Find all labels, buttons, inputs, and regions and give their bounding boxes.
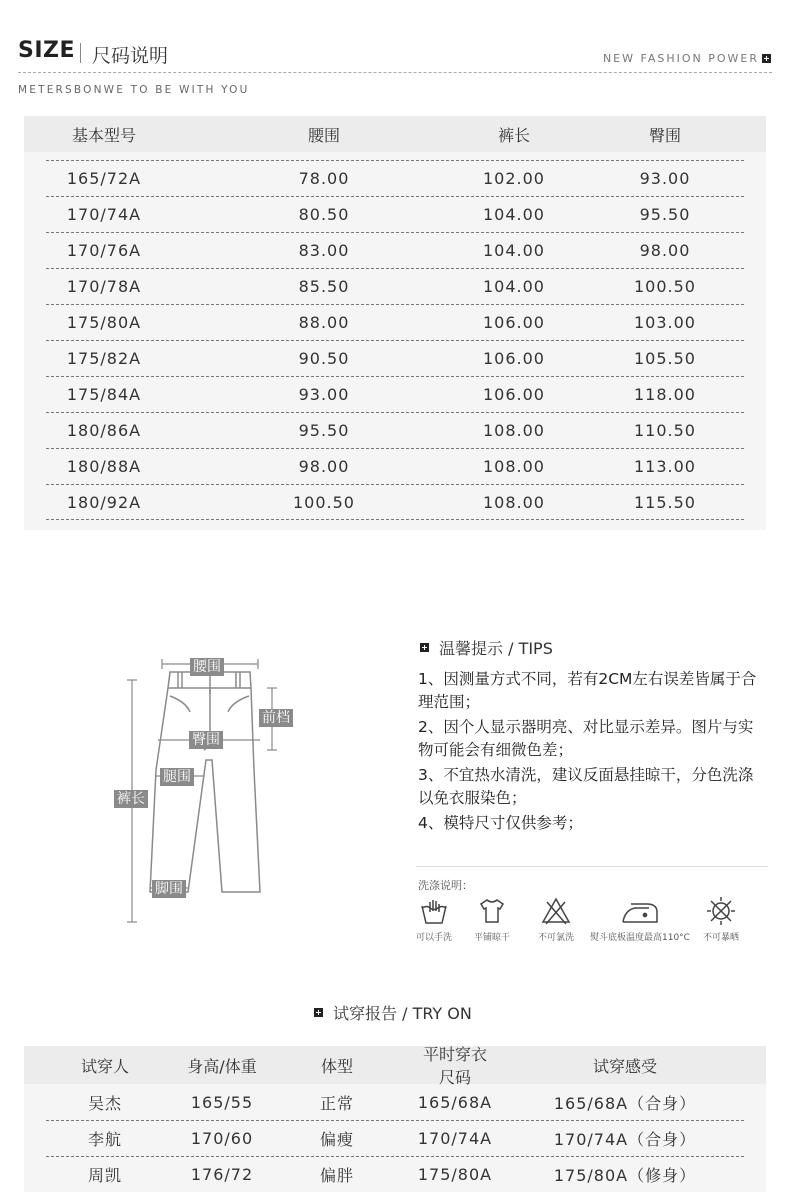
washing-icons bbox=[414, 896, 769, 950]
hand-wash-icon bbox=[419, 896, 449, 926]
label-thigh: 腿围 bbox=[160, 768, 194, 786]
cell-hip: 105.50 bbox=[634, 348, 696, 368]
table-row bbox=[24, 268, 766, 304]
cell-length: 104.00 bbox=[483, 204, 545, 224]
tryon-table-body bbox=[24, 1084, 766, 1192]
cell-length: 106.00 bbox=[483, 312, 545, 332]
cell-length: 102.00 bbox=[483, 168, 545, 188]
cell-length: 108.00 bbox=[483, 420, 545, 440]
cell-length: 104.00 bbox=[483, 276, 545, 296]
cell-model: 180/88A bbox=[66, 456, 142, 476]
tryon-heading-text: 试穿报告 / TRY ON bbox=[333, 1004, 472, 1023]
iron-icon bbox=[619, 896, 661, 926]
table-row bbox=[24, 484, 766, 520]
cell-hip: 118.00 bbox=[634, 384, 696, 404]
col-header-waist: 腰围 bbox=[307, 125, 340, 145]
cell-waist: 93.00 bbox=[298, 384, 350, 404]
wash-label: 熨斗底板温度最高110°C bbox=[590, 933, 690, 943]
size-title: SIZE bbox=[18, 38, 76, 63]
table-row bbox=[24, 376, 766, 412]
wash-item-hand-wash bbox=[416, 896, 452, 943]
tip-item: 1、因测量方式不同，若有2CM左右误差皆属于合理范围； bbox=[418, 670, 757, 711]
wash-item-no-bleach bbox=[538, 896, 574, 943]
col-header-height-weight: 身高/体重 bbox=[187, 1056, 257, 1076]
cell-waist: 100.50 bbox=[293, 492, 355, 512]
label-length: 裤长 bbox=[114, 790, 148, 808]
washing-title: 洗涤说明： bbox=[418, 879, 473, 892]
cell-tester: 李航 bbox=[87, 1129, 122, 1149]
col-header-hip: 臀围 bbox=[648, 125, 681, 145]
cell-hip: 93.00 bbox=[639, 168, 691, 188]
cell-length: 108.00 bbox=[483, 456, 545, 476]
label-front-rise: 前档 bbox=[259, 709, 293, 727]
flat-dry-icon bbox=[477, 896, 507, 926]
cell-model: 175/80A bbox=[66, 312, 142, 332]
cell-hip: 113.00 bbox=[634, 456, 696, 476]
cell-waist: 95.50 bbox=[298, 420, 350, 440]
table-row bbox=[24, 232, 766, 268]
cell-waist: 98.00 bbox=[298, 456, 350, 476]
washing-divider bbox=[416, 866, 768, 867]
cell-waist: 80.50 bbox=[298, 204, 350, 224]
cell-model: 180/86A bbox=[66, 420, 142, 440]
table-row bbox=[24, 1156, 766, 1192]
no-bleach-icon bbox=[541, 896, 571, 926]
tip-item: 4、模特尺寸仅供参考； bbox=[418, 814, 583, 832]
wash-label: 可以手洗 bbox=[416, 933, 453, 943]
table-row bbox=[24, 340, 766, 376]
cell-length: 108.00 bbox=[483, 492, 545, 512]
cell-feeling: 175/80A（修身） bbox=[553, 1165, 697, 1185]
wash-label: 不可暴晒 bbox=[703, 933, 740, 943]
col-header-usual-size: 平时穿衣尺码 bbox=[422, 1045, 487, 1087]
cell-model: 170/74A bbox=[66, 204, 142, 224]
wash-label: 平铺晾干 bbox=[474, 933, 511, 943]
table-row bbox=[24, 304, 766, 340]
header-tagline-text: NEW FASHION POWER bbox=[602, 52, 759, 65]
cell-length: 106.00 bbox=[483, 384, 545, 404]
tryon-table bbox=[24, 1046, 766, 1192]
wash-item-iron bbox=[590, 896, 690, 943]
col-header-body-type: 体型 bbox=[320, 1056, 353, 1076]
wash-item-no-sun-dry bbox=[703, 896, 739, 943]
tips-list bbox=[418, 668, 758, 837]
title-divider bbox=[80, 43, 81, 63]
wash-item-flat-dry bbox=[474, 896, 510, 943]
cell-hip: 115.50 bbox=[634, 492, 696, 512]
plus-square-icon bbox=[314, 1008, 323, 1017]
header-tagline bbox=[603, 52, 771, 65]
cell-hip: 103.00 bbox=[634, 312, 696, 332]
table-row bbox=[24, 196, 766, 232]
size-table-header bbox=[24, 116, 766, 152]
cell-model: 170/76A bbox=[66, 240, 142, 260]
tip-item: 2、因个人显示器明亮、对比显示差异。图片与实物可能会有细微色差； bbox=[418, 718, 754, 759]
table-row bbox=[24, 160, 766, 196]
col-header-feeling: 试穿感受 bbox=[592, 1056, 657, 1076]
cell-usual-size: 170/74A bbox=[417, 1128, 493, 1148]
tryon-heading bbox=[314, 1001, 472, 1024]
cell-usual-size: 165/68A bbox=[417, 1092, 493, 1112]
cell-hip: 100.50 bbox=[634, 276, 696, 296]
cell-model: 170/78A bbox=[66, 276, 142, 296]
pants-measurement-diagram bbox=[110, 650, 410, 940]
table-row bbox=[24, 1120, 766, 1156]
tips-heading bbox=[420, 636, 553, 659]
cell-length: 104.00 bbox=[483, 240, 545, 260]
table-row bbox=[24, 448, 766, 484]
size-table-body bbox=[24, 152, 766, 530]
size-table bbox=[24, 116, 766, 530]
col-header-model: 基本型号 bbox=[71, 125, 136, 145]
label-leg-opening: 脚围 bbox=[152, 880, 186, 898]
cell-feeling: 165/68A（合身） bbox=[553, 1093, 697, 1113]
cell-waist: 88.00 bbox=[298, 312, 350, 332]
table-row bbox=[24, 412, 766, 448]
tip-item: 3、不宜热水清洗，建议反面悬挂晾干，分色洗涤以免衣服染色； bbox=[418, 766, 754, 807]
label-waist: 腰围 bbox=[190, 658, 224, 676]
cell-feeling: 170/74A（合身） bbox=[553, 1129, 697, 1149]
label-hip: 臀围 bbox=[189, 731, 223, 749]
cell-model: 165/72A bbox=[66, 168, 142, 188]
no-sun-dry-icon bbox=[706, 896, 736, 926]
col-header-length: 裤长 bbox=[497, 125, 530, 145]
header-subtitle: METERSBONWE TO BE WITH YOU bbox=[18, 84, 250, 96]
cell-model: 180/92A bbox=[66, 492, 142, 512]
size-title-cn: 尺码说明 bbox=[92, 45, 169, 67]
cell-hip: 98.00 bbox=[639, 240, 691, 260]
cell-tester: 吴杰 bbox=[87, 1093, 122, 1113]
cell-body-type: 偏瘦 bbox=[319, 1129, 354, 1149]
cell-waist: 85.50 bbox=[298, 276, 350, 296]
cell-waist: 83.00 bbox=[298, 240, 350, 260]
header-divider bbox=[18, 72, 772, 73]
cell-height-weight: 165/55 bbox=[190, 1092, 254, 1112]
cell-height-weight: 170/60 bbox=[190, 1128, 254, 1148]
cell-length: 106.00 bbox=[483, 348, 545, 368]
plus-square-icon bbox=[762, 54, 771, 63]
cell-model: 175/84A bbox=[66, 384, 142, 404]
col-header-tester: 试穿人 bbox=[80, 1056, 129, 1076]
cell-height-weight: 176/72 bbox=[190, 1164, 254, 1184]
table-row bbox=[24, 1084, 766, 1120]
cell-usual-size: 175/80A bbox=[417, 1164, 493, 1184]
cell-hip: 95.50 bbox=[639, 204, 691, 224]
plus-square-icon bbox=[420, 643, 429, 652]
cell-model: 175/82A bbox=[66, 348, 142, 368]
cell-hip: 110.50 bbox=[634, 420, 696, 440]
cell-waist: 78.00 bbox=[298, 168, 350, 188]
cell-waist: 90.50 bbox=[298, 348, 350, 368]
tryon-table-header bbox=[24, 1045, 766, 1087]
cell-body-type: 偏胖 bbox=[319, 1165, 354, 1185]
cell-body-type: 正常 bbox=[319, 1093, 354, 1113]
wash-label: 不可氯洗 bbox=[538, 933, 575, 943]
tips-heading-text: 温馨提示 / TIPS bbox=[439, 639, 553, 658]
cell-tester: 周凯 bbox=[87, 1165, 122, 1185]
